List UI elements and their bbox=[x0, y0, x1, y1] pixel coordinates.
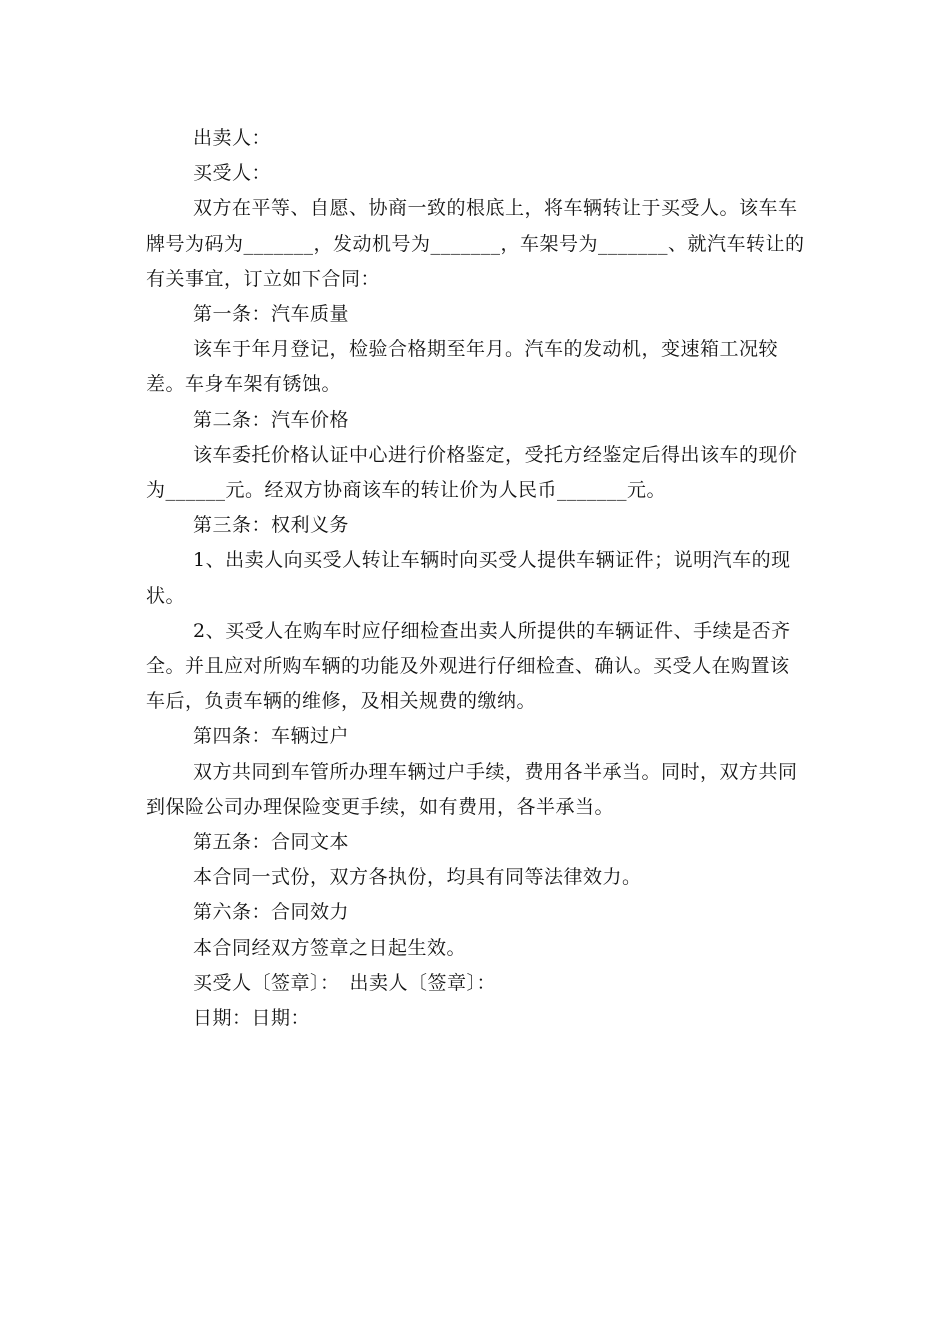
article-3-item-1: 1、出卖人向买受人转让车辆时向买受人提供车辆证件；说明汽车的现状。 bbox=[146, 549, 791, 607]
article-1-heading: 第一条：汽车质量 bbox=[193, 303, 350, 326]
article-6-body: 本合同经双方签章之日起生效。 bbox=[193, 936, 467, 959]
buyer-line: 买受人： bbox=[193, 162, 272, 185]
article-6-heading: 第六条：合同效力 bbox=[193, 901, 350, 924]
contract-body bbox=[146, 121, 808, 1036]
intro-paragraph: 双方在平等、自愿、协商一致的根底上，将车辆转让于买受人。该车车牌号为码为_______，发动机号为_______，车架号为_______、就汽车转让的有关事宜，订立如下合同： bbox=[146, 197, 805, 290]
article-2-body: 该车委托价格认证中心进行价格鉴定，受托方经鉴定后得出该车的现价为______元。经双方协商该车的转让价为人民币_______元。 bbox=[146, 443, 798, 502]
signature-line: 买受人〔签章〕： 出卖人〔签章〕： bbox=[193, 971, 497, 994]
seller-line: 出卖人： bbox=[193, 127, 272, 149]
article-3-item-2: 2、买受人在购车时应仔细检查出卖人所提供的车辆证件、手续是否齐全。并且应对所购车辆的功能及外观进行仔细检查、确认。买受人在购置该车后，负责车辆的维修，及相关规费的缴纳。 bbox=[146, 619, 791, 713]
article-5-heading: 第五条：合同文本 bbox=[193, 831, 350, 854]
article-3-heading: 第三条：权利义务 bbox=[193, 514, 350, 537]
article-5-body: 本合同一式份，双方各执份，均具有同等法律效力。 bbox=[193, 866, 642, 889]
article-2-heading: 第二条：汽车价格 bbox=[193, 408, 350, 431]
date-line: 日期：日期： bbox=[193, 1007, 311, 1030]
article-1-body: 该车于年月登记，检验合格期至年月。汽车的发动机，变速箱工况较差。车身车架有锈蚀。 bbox=[146, 338, 779, 396]
article-4-heading: 第四条：车辆过户 bbox=[193, 725, 350, 748]
article-4-body: 双方共同到车管所办理车辆过户手续，费用各半承当。同时，双方共同到保险公司办理保险变更手续，如有费用，各半承当。 bbox=[146, 760, 798, 818]
